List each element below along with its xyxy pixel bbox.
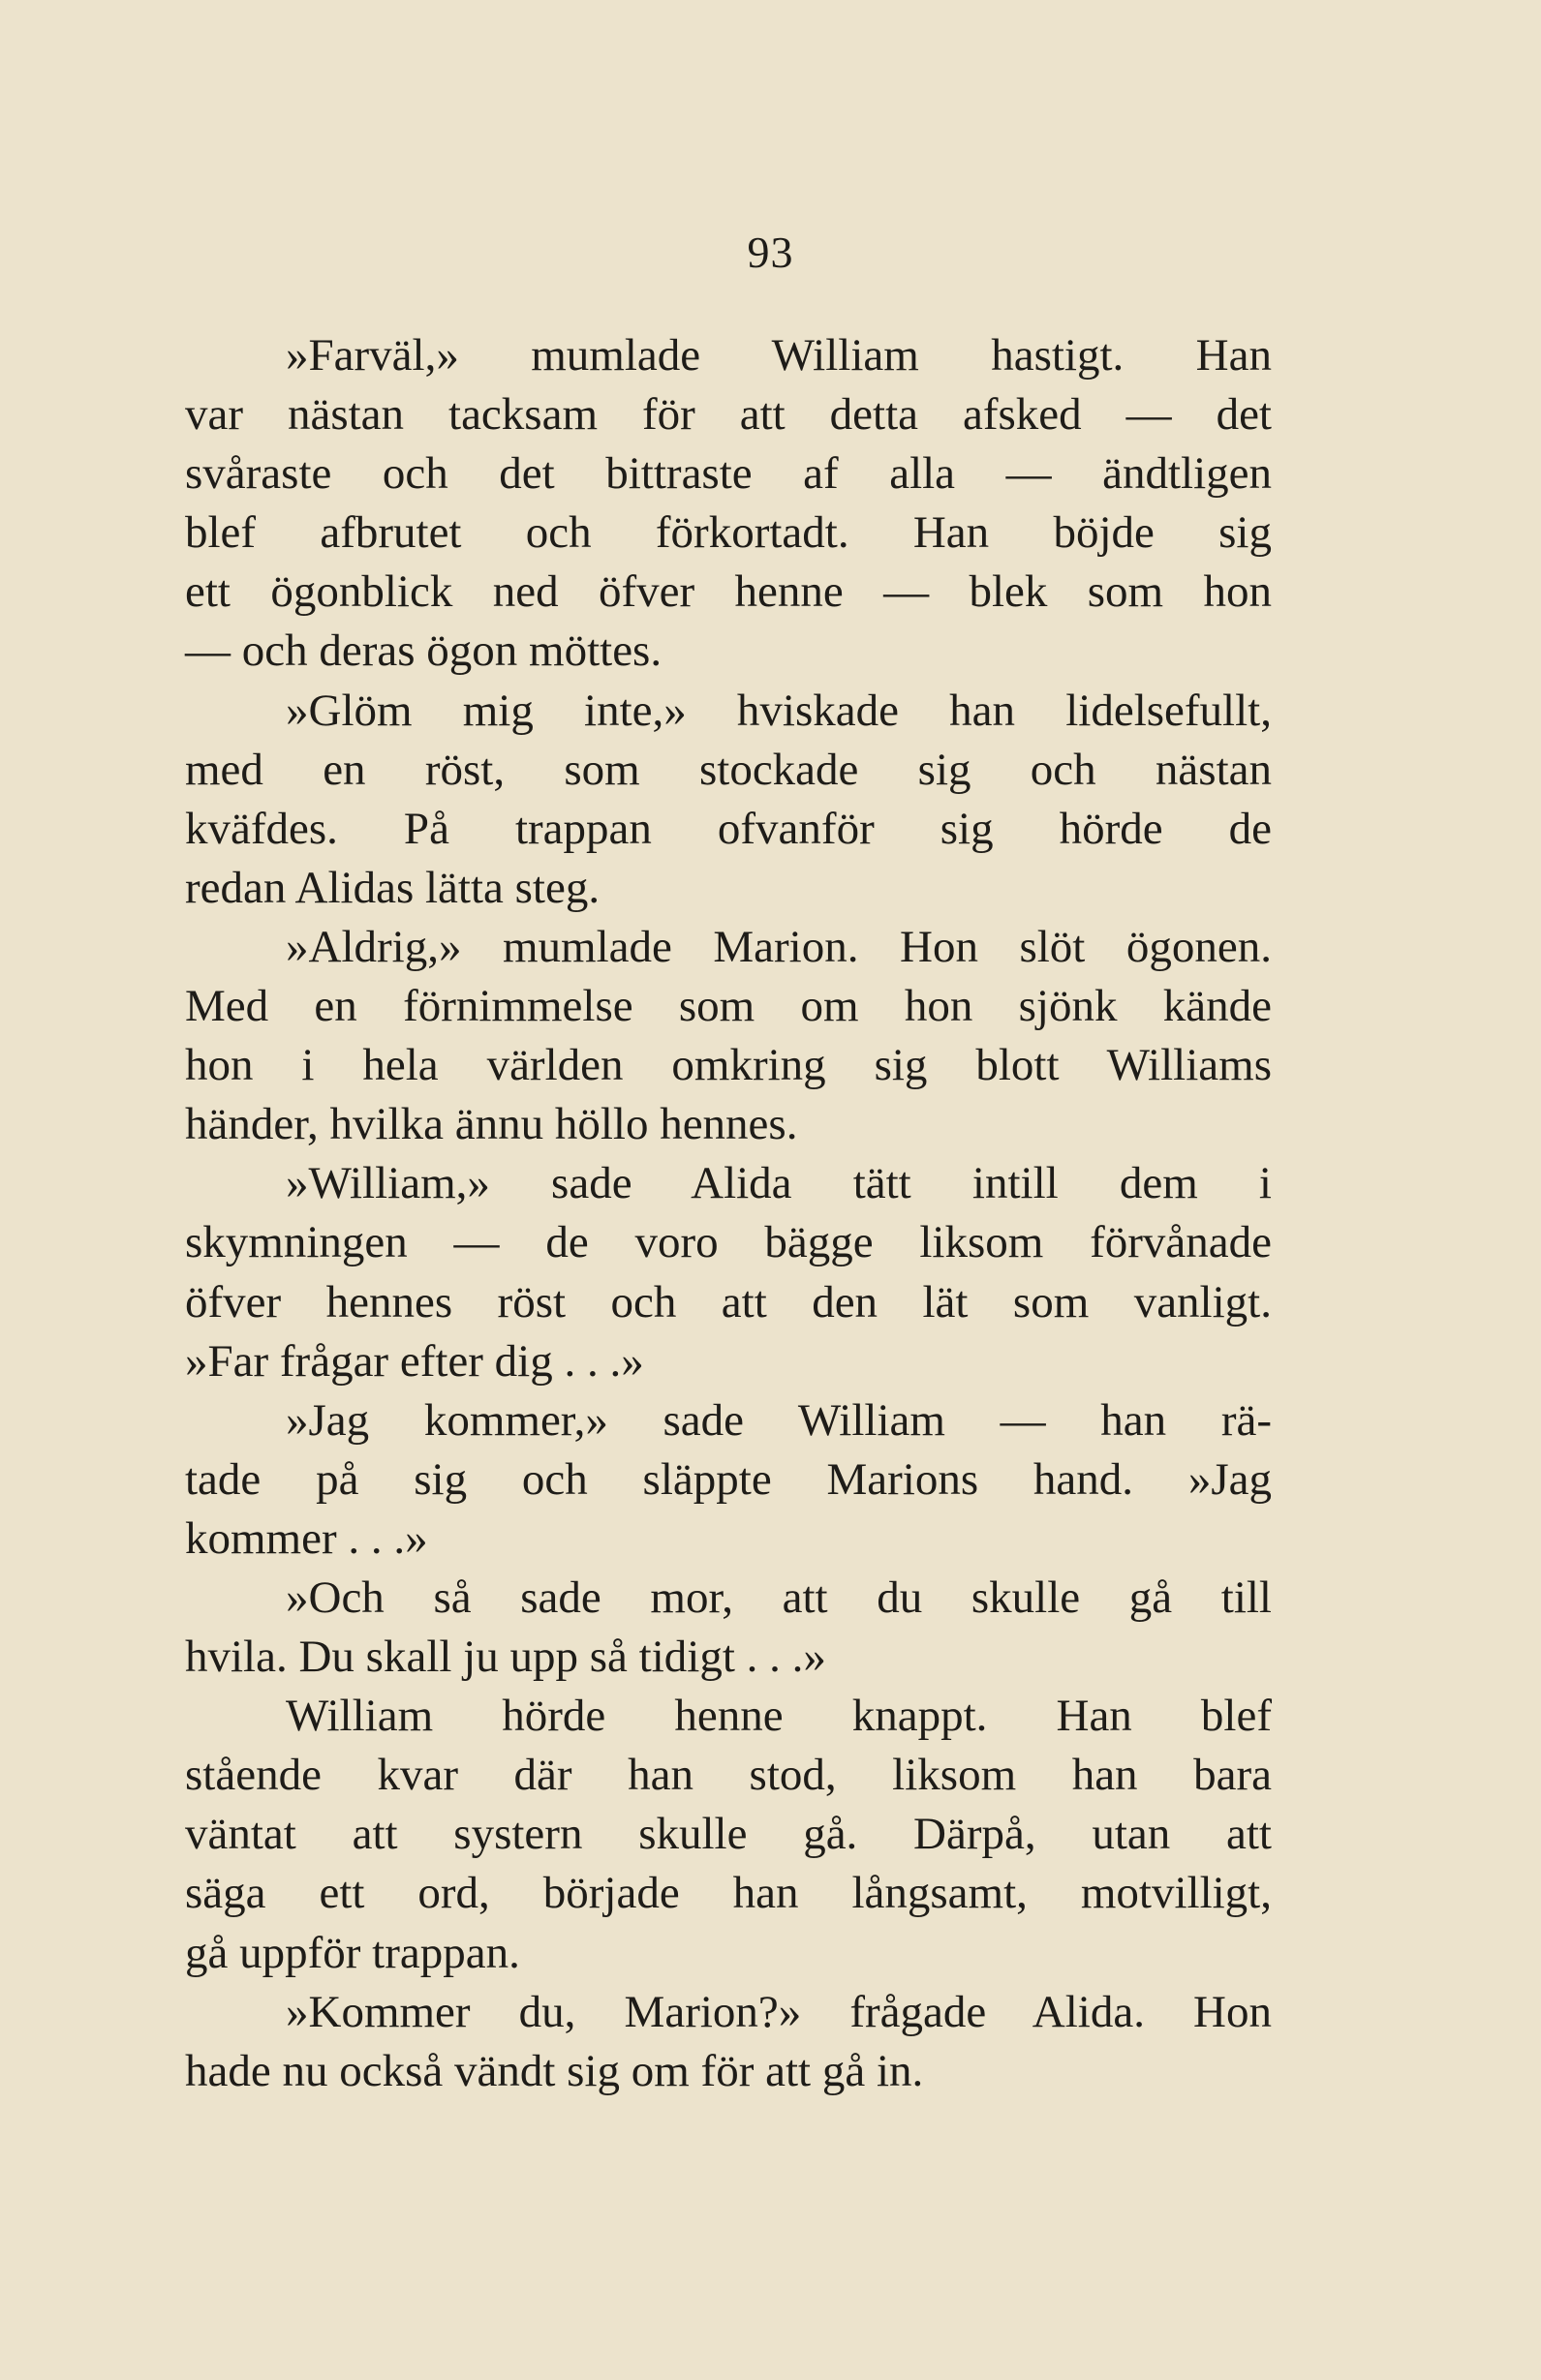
text-line: »Kommer du, Marion?» frågade Alida. Hon bbox=[286, 1986, 1272, 2037]
text-line: väntat att systern skulle gå. Därpå, utan att bbox=[185, 1809, 1272, 1860]
text-line: kommer . . .» bbox=[185, 1512, 428, 1564]
text-line: ett ögonblick ned öfver henne — blek som hon bbox=[185, 566, 1272, 618]
text-line: kväfdes. På trappan ofvanför sig hörde de bbox=[185, 803, 1272, 854]
text-line: »Glöm mig inte,» hviskade han lidelsefullt, bbox=[286, 685, 1272, 736]
text-line: händer, hvilka ännu höllo hennes. bbox=[185, 1099, 798, 1150]
text-line: »William,» sade Alida tätt intill dem i bbox=[286, 1158, 1272, 1209]
body-text bbox=[185, 326, 1272, 2101]
text-line: Med en förnimmelse som om hon sjönk kände bbox=[185, 981, 1272, 1032]
text-line: hvila. Du skall ju upp så tidigt . . .» bbox=[185, 1632, 826, 1683]
text-line: — och deras ögon möttes. bbox=[185, 626, 663, 677]
text-line: med en röst, som stockade sig och nästan bbox=[185, 744, 1272, 795]
text-line: öfver hennes röst och att den lät som vanligt. bbox=[185, 1276, 1272, 1327]
text-line: stående kvar där han stod, liksom han bara bbox=[185, 1750, 1272, 1801]
text-line: »Jag kommer,» sade William — han rä- bbox=[286, 1394, 1272, 1446]
text-line: blef afbrutet och förkortadt. Han böjde sig bbox=[185, 507, 1272, 559]
text-line: »Och så sade mor, att du skulle gå till bbox=[286, 1571, 1272, 1623]
text-line: gå uppför trappan. bbox=[185, 1927, 520, 1978]
text-line: säga ett ord, började han långsamt, motvilligt, bbox=[185, 1868, 1272, 1919]
text-line: »Aldrig,» mumlade Marion. Hon slöt ögonen. bbox=[286, 921, 1272, 972]
text-line: »Far frågar efter dig . . .» bbox=[185, 1335, 644, 1387]
text-line: var nästan tacksam för att detta afsked — det bbox=[185, 389, 1272, 441]
text-line: redan Alidas lätta steg. bbox=[185, 862, 601, 913]
text-line: hon i hela världen omkring sig blott Williams bbox=[185, 1040, 1272, 1091]
text-line: »Farväl,» mumlade William hastigt. Han bbox=[286, 330, 1272, 381]
text-line: tade på sig och släppte Marions hand. »Jag bbox=[185, 1453, 1272, 1505]
page-number: 93 bbox=[747, 228, 794, 277]
text-line: svåraste och det bittraste af alla — ändtligen bbox=[185, 448, 1272, 500]
text-line: William hörde henne knappt. Han blef bbox=[286, 1691, 1272, 1742]
text-line: skymningen — de voro bägge liksom förvånade bbox=[185, 1217, 1272, 1268]
text-line: hade nu också vändt sig om för att gå in. bbox=[185, 2045, 924, 2096]
